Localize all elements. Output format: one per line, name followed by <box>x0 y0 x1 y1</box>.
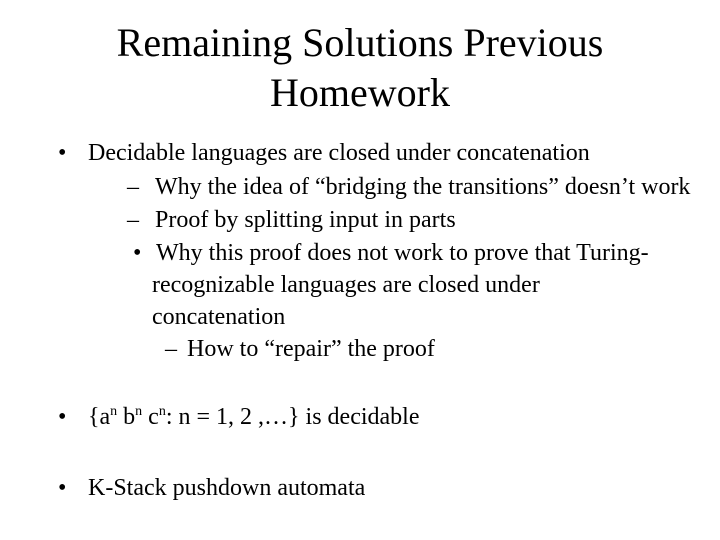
superscript-n: n <box>110 404 118 419</box>
dash-marker: – <box>127 174 139 200</box>
set-open: {a <box>88 404 111 430</box>
sub-bullet-splitting-input: Proof by splitting input in parts <box>155 207 456 233</box>
sub-bullet-bridging-transitions: Why the idea of “bridging the transitions” doesn’t work <box>155 174 691 200</box>
slide-title <box>0 18 720 118</box>
bullet-marker: • <box>133 240 142 266</box>
set-rest: : n = 1, 2 ,…} is decidable <box>165 404 420 430</box>
superscript-n: n <box>135 404 143 419</box>
dash-marker: – <box>165 336 177 362</box>
superscript-n: n <box>158 404 166 419</box>
set-b: b <box>117 404 136 430</box>
subsub-bullet-line-3: concatenation <box>152 304 286 330</box>
dash-item-repair-proof: How to “repair” the proof <box>187 336 435 362</box>
slide-title-line-2: Homework <box>270 70 450 115</box>
bullet-marker: • <box>58 140 67 166</box>
bullet-decidable-concatenation: Decidable languages are closed under concatenation <box>88 140 590 166</box>
bullet-k-stack-pda: K-Stack pushdown automata <box>88 475 366 501</box>
set-c: c <box>142 404 159 430</box>
subsub-bullet-line-2: recognizable languages are closed under <box>152 272 540 298</box>
bullet-marker: • <box>58 404 67 430</box>
dash-marker: – <box>127 207 139 233</box>
subsub-bullet-line-1: Why this proof does not work to prove that Turing- <box>156 240 649 266</box>
bullet-marker: • <box>58 475 67 501</box>
slide-title-line-1: Remaining Solutions Previous <box>116 20 604 65</box>
bullet-anbncn-decidable <box>88 402 420 432</box>
